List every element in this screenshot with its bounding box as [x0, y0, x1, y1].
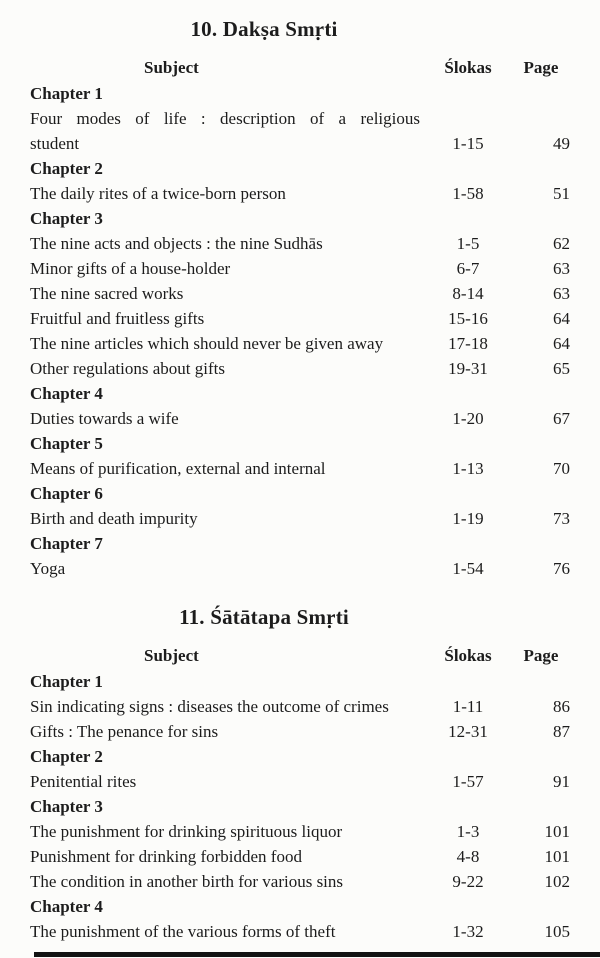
toc-entry-row	[30, 281, 570, 306]
entry-subject-line: Birth and death impurity	[30, 509, 198, 528]
page-column-header: Page	[523, 646, 559, 665]
entry-subject	[30, 306, 424, 331]
subject-column-header: Subject	[144, 646, 199, 665]
section-title: 10. Dakṣa Smṛti	[190, 17, 338, 41]
toc-entry-row	[30, 506, 570, 531]
entry-slokas: 12-31	[448, 722, 488, 741]
entry-slokas: 1-58	[452, 184, 484, 203]
toc-entry-row	[30, 719, 570, 744]
toc-section	[30, 602, 570, 944]
entry-page: 101	[544, 822, 570, 841]
entry-subject-line: Duties towards a wife	[30, 409, 179, 428]
chapter-heading: Chapter 3	[30, 209, 103, 228]
column-headers	[30, 643, 570, 669]
chapter-row	[30, 794, 570, 819]
page-scan-edge-artifact	[34, 952, 600, 957]
entry-subject-line: Four modes of life : description of a religious	[30, 109, 420, 128]
subject-column-header: Subject	[144, 58, 199, 77]
entry-page: 87	[553, 722, 570, 741]
chapter-heading: Chapter 1	[30, 84, 103, 103]
toc-entry-row	[30, 819, 570, 844]
entry-subject	[30, 694, 424, 719]
entry-page: 67	[553, 409, 570, 428]
chapter-row	[30, 894, 570, 919]
entry-subject-line: student	[30, 134, 80, 153]
entry-subject-line: The nine sacred works	[30, 284, 184, 303]
entry-subject	[30, 719, 424, 744]
entry-page: 105	[544, 922, 570, 941]
entry-subject-line: The punishment for drinking spirituous liquor	[30, 822, 343, 841]
chapter-heading: Chapter 1	[30, 672, 103, 691]
entry-page: 102	[544, 872, 570, 891]
entry-page: 86	[553, 697, 570, 716]
entry-subject-line: Means of purification, external and internal	[30, 459, 326, 478]
entry-subject-line: Punishment for drinking forbidden food	[30, 847, 302, 866]
entry-subject	[30, 231, 424, 256]
toc-sections	[30, 14, 570, 944]
entry-page: 101	[544, 847, 570, 866]
chapter-heading: Chapter 2	[30, 159, 103, 178]
slokas-column-header: Ślokas	[444, 58, 492, 77]
toc-entry-row	[30, 844, 570, 869]
entry-slokas: 9-22	[452, 872, 484, 891]
entry-subject	[30, 556, 424, 581]
toc-entry-row	[30, 556, 570, 581]
entry-page: 63	[553, 259, 570, 278]
entry-subject	[30, 256, 424, 281]
entry-page: 73	[553, 509, 570, 528]
entry-slokas: 1-19	[452, 509, 484, 528]
chapter-heading: Chapter 4	[30, 384, 103, 403]
entry-subject	[30, 869, 424, 894]
entry-subject-line: Fruitful and fruitless gifts	[30, 309, 205, 328]
entry-subject-line: Other regulations about gifts	[30, 359, 225, 378]
entry-subject	[30, 506, 424, 531]
entry-page: 63	[553, 284, 570, 303]
entry-page: 49	[553, 134, 570, 153]
entry-page: 64	[553, 309, 570, 328]
entry-subject-line: Yoga	[30, 559, 66, 578]
entry-subject	[30, 819, 424, 844]
entry-subject	[30, 281, 424, 306]
entry-page: 64	[553, 334, 570, 353]
entry-subject	[30, 356, 424, 381]
toc-entry-row	[30, 869, 570, 894]
toc-entry-row	[30, 769, 570, 794]
entry-slokas: 1-54	[452, 559, 484, 578]
entry-subject	[30, 919, 424, 944]
chapter-heading: Chapter 5	[30, 434, 103, 453]
chapter-heading: Chapter 2	[30, 747, 103, 766]
toc-entry-row	[30, 331, 570, 356]
page-column-header: Page	[523, 58, 559, 77]
entry-slokas: 6-7	[456, 259, 480, 278]
entry-page: 70	[553, 459, 570, 478]
toc-entry-row	[30, 356, 570, 381]
chapter-row	[30, 206, 570, 231]
entry-page: 51	[553, 184, 570, 203]
section-title: 11. Śātātapa Smṛti	[179, 605, 349, 629]
entry-slokas: 1-15	[452, 134, 484, 153]
toc-section	[30, 14, 570, 581]
entry-subject-line: The daily rites of a twice-born person	[30, 184, 286, 203]
chapter-row	[30, 81, 570, 106]
entry-slokas: 1-57	[452, 772, 484, 791]
toc-entry-row	[30, 406, 570, 431]
entry-page: 62	[553, 234, 570, 253]
toc-entry-row	[30, 231, 570, 256]
chapter-heading: Chapter 6	[30, 484, 103, 503]
entry-page: 91	[553, 772, 570, 791]
entry-subject	[30, 769, 424, 794]
entry-slokas: 19-31	[448, 359, 488, 378]
slokas-column-header: Ślokas	[444, 646, 492, 665]
chapter-row	[30, 531, 570, 556]
chapter-row	[30, 669, 570, 694]
entry-slokas: 1-11	[452, 697, 484, 716]
chapter-row	[30, 431, 570, 456]
chapter-heading: Chapter 4	[30, 897, 103, 916]
entry-slokas: 1-32	[452, 922, 484, 941]
entry-subject-line: Gifts : The penance for sins	[30, 722, 219, 741]
entry-page: 65	[553, 359, 570, 378]
entry-slokas: 17-18	[448, 334, 488, 353]
chapter-heading: Chapter 3	[30, 797, 103, 816]
entry-subject-line: The punishment of the various forms of theft	[30, 922, 336, 941]
entry-subject-line: The nine acts and objects : the nine Sudhās	[30, 234, 323, 253]
entry-slokas: 1-5	[456, 234, 480, 253]
entry-subject-line: Penitential rites	[30, 772, 137, 791]
entry-subject	[30, 456, 424, 481]
entry-slokas: 15-16	[448, 309, 488, 328]
entry-slokas: 8-14	[452, 284, 484, 303]
entry-subject-line: The condition in another birth for various sins	[30, 872, 344, 891]
entry-subject	[30, 181, 424, 206]
entry-subject-line: The nine articles which should never be given away	[30, 334, 384, 353]
entry-slokas: 1-3	[456, 822, 480, 841]
entry-subject	[30, 331, 424, 356]
chapter-row	[30, 744, 570, 769]
entry-slokas: 4-8	[456, 847, 480, 866]
toc-entry-row	[30, 106, 570, 156]
toc-entry-row	[30, 694, 570, 719]
toc-entry-row	[30, 306, 570, 331]
entry-subject	[30, 406, 424, 431]
toc-entry-row	[30, 456, 570, 481]
chapter-row	[30, 381, 570, 406]
entry-subject	[30, 106, 424, 156]
entry-slokas: 1-20	[452, 409, 484, 428]
entry-slokas: 1-13	[452, 459, 484, 478]
column-headers	[30, 55, 570, 81]
entry-subject-line: Sin indicating signs : diseases the outcome of crimes	[30, 697, 389, 716]
entry-page: 76	[553, 559, 570, 578]
entry-subject	[30, 844, 424, 869]
chapter-row	[30, 156, 570, 181]
chapter-heading: Chapter 7	[30, 534, 103, 553]
toc-entry-row	[30, 181, 570, 206]
toc-entry-row	[30, 256, 570, 281]
entry-subject-line: Minor gifts of a house-holder	[30, 259, 231, 278]
toc-entry-row	[30, 919, 570, 944]
chapter-row	[30, 481, 570, 506]
